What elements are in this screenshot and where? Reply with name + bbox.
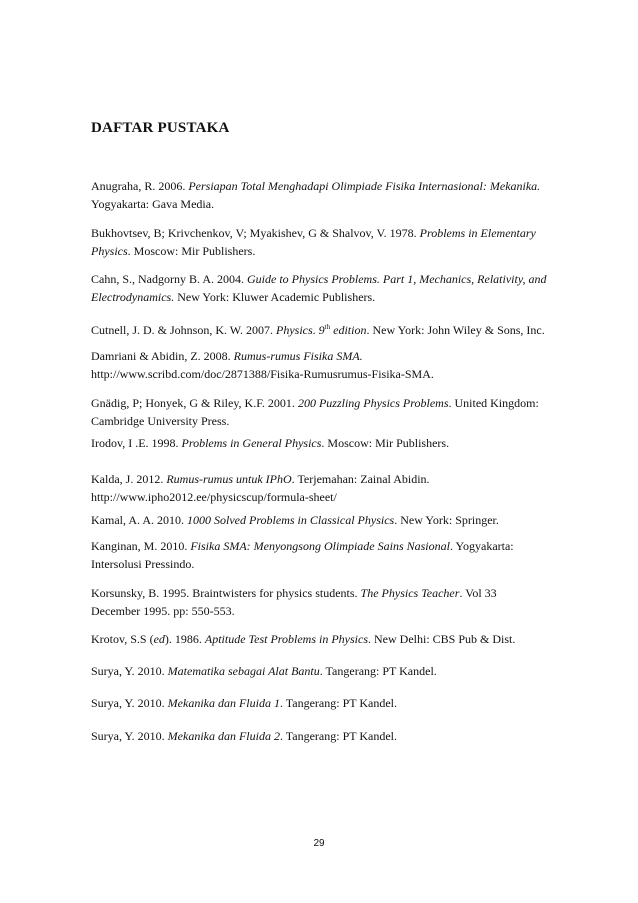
- reference-text: http://www.scribd.com/doc/2871388/Fisika-Rumusrumus-Fisika-SMA.: [91, 367, 434, 381]
- reference-entry: [91, 394, 571, 430]
- reference-line: [91, 270, 571, 288]
- reference-text: Gnädig, P; Honyek, G & Riley, K.F. 2001.: [91, 396, 298, 410]
- reference-text: Bukhovtsev, B; Krivchenkov, V; Myakishev, G & Shalvov, V. 1978.: [91, 226, 420, 240]
- reference-line: [91, 434, 571, 452]
- reference-entry: [91, 434, 571, 452]
- reference-text: December 1995. pp: 550-553.: [91, 604, 235, 618]
- reference-title-italic: 200 Puzzling Physics Problems: [297, 396, 449, 410]
- reference-title-italic: Aptitude Test Problems in Physics: [204, 632, 368, 646]
- reference-entry: [91, 727, 571, 745]
- reference-title-italic: 1000 Solved Problems in Classical Physics: [187, 513, 395, 527]
- reference-text: . Moscow: Mir Publishers.: [127, 244, 256, 258]
- reference-text: Cambridge University Press.: [91, 414, 230, 428]
- reference-line: [91, 555, 571, 573]
- reference-entry: [91, 470, 571, 506]
- reference-line: [91, 347, 571, 365]
- reference-line: [91, 537, 571, 555]
- reference-text: . Tangerang: PT Kandel.: [319, 664, 437, 678]
- reference-text: . Tangerang: PT Kandel.: [279, 696, 398, 710]
- reference-title-italic: Matematika sebagai Alat Bantu: [167, 664, 320, 678]
- reference-title-italic: Problems in General Physics: [181, 436, 322, 450]
- reference-entry: [91, 694, 571, 712]
- reference-line: [91, 630, 571, 648]
- reference-title-italic: edition: [330, 323, 367, 337]
- reference-text: . New York: John Wiley & Sons, Inc.: [366, 323, 545, 337]
- reference-line: [91, 694, 571, 712]
- superscript-text: th: [324, 323, 331, 331]
- reference-text: . New York: Springer.: [394, 513, 499, 527]
- reference-text: . Terjemahan: Zainal Abidin.: [291, 472, 430, 486]
- reference-text: Korsunsky, B. 1995. Braintwisters for physics students.: [91, 586, 361, 600]
- page-heading: DAFTAR PUSTAKA: [91, 120, 230, 136]
- reference-text: Cutnell, J. D. & Johnson, K. W. 2007.: [91, 323, 277, 337]
- reference-line: [91, 511, 571, 529]
- reference-line: [91, 412, 571, 430]
- reference-entry: [91, 584, 571, 620]
- reference-line: [91, 365, 571, 383]
- reference-title-italic: ed: [153, 632, 165, 646]
- reference-text: . Moscow: Mir Publishers.: [321, 436, 450, 450]
- reference-line: [91, 470, 571, 488]
- reference-title-italic: Physics: [91, 244, 128, 258]
- reference-line: [91, 195, 571, 213]
- reference-title-italic: The Physics Teacher: [360, 586, 460, 600]
- reference-text: ). 1986.: [164, 632, 205, 646]
- reference-line: [91, 321, 571, 339]
- reference-text: Kanginan, M. 2010.: [91, 539, 191, 553]
- reference-text: Anugraha, R. 2006.: [91, 179, 189, 193]
- reference-text: . United Kingdom:: [448, 396, 539, 410]
- reference-entry: [91, 630, 571, 648]
- reference-title-italic: Persiapan Total Menghadapi Olimpiade Fisika Internasional: Mekanika.: [188, 179, 541, 193]
- reference-title-italic: Fisika SMA: Menyongsong Olimpiade Sains Nasional: [190, 539, 450, 553]
- reference-line: [91, 177, 571, 195]
- reference-title-italic: Mekanika dan Fluida 2: [167, 729, 280, 743]
- reference-text: . New Delhi: CBS Pub & Dist.: [368, 632, 516, 646]
- reference-text: Damriani & Abidin, Z. 2008.: [91, 349, 234, 363]
- reference-title-italic: Physics: [276, 323, 313, 337]
- reference-text: Krotov, S.S (: [91, 632, 154, 646]
- reference-line: [91, 288, 571, 306]
- reference-line: [91, 488, 571, 506]
- reference-text: Cahn, S., Nadgorny B. A. 2004.: [91, 272, 247, 286]
- page-number: 29: [313, 838, 325, 849]
- reference-entry: [91, 347, 571, 383]
- reference-entry: [91, 537, 571, 573]
- reference-title-italic: Guide to Physics Problems. Part 1, Mechanics, Relativity, and: [247, 272, 547, 286]
- reference-title-italic: Electrodynamics.: [91, 290, 175, 304]
- reference-text: . Yogyakarta:: [449, 539, 514, 553]
- reference-text: Yogyakarta: Gava Media.: [91, 197, 215, 211]
- reference-text: Irodov, I .E. 1998.: [91, 436, 182, 450]
- reference-text: Surya, Y. 2010.: [91, 729, 168, 743]
- reference-entry: [91, 321, 571, 339]
- reference-text: Surya, Y. 2010.: [91, 696, 168, 710]
- reference-entry: [91, 662, 571, 680]
- reference-text: Surya, Y. 2010.: [91, 664, 168, 678]
- reference-line: [91, 727, 571, 745]
- reference-line: [91, 662, 571, 680]
- reference-title-italic: Mekanika dan Fluida 1: [167, 696, 280, 710]
- reference-entry: [91, 511, 571, 529]
- reference-text: . Vol 33: [459, 586, 497, 600]
- reference-text: New York: Kluwer Academic Publishers.: [174, 290, 376, 304]
- reference-text: Intersolusi Pressindo.: [91, 557, 195, 571]
- reference-title-italic: Problems in Elementary: [419, 226, 536, 240]
- reference-line: [91, 224, 571, 242]
- reference-entry: [91, 224, 571, 260]
- reference-text: http://www.ipho2012.ee/physicscup/formula-sheet/: [91, 490, 337, 504]
- reference-text: . Tangerang: PT Kandel.: [279, 729, 398, 743]
- reference-text: .: [312, 323, 319, 337]
- reference-line: [91, 242, 571, 260]
- reference-entry: [91, 270, 571, 306]
- reference-title-italic: 9: [318, 323, 325, 337]
- reference-title-italic: Rumus-rumus Fisika SMA.: [233, 349, 363, 363]
- reference-line: [91, 602, 571, 620]
- reference-line: [91, 584, 571, 602]
- reference-text: Kamal, A. A. 2010.: [91, 513, 187, 527]
- reference-title-italic: Rumus-rumus untuk IPhO: [166, 472, 292, 486]
- reference-line: [91, 394, 571, 412]
- reference-text: Kalda, J. 2012.: [91, 472, 167, 486]
- reference-entry: [91, 177, 571, 213]
